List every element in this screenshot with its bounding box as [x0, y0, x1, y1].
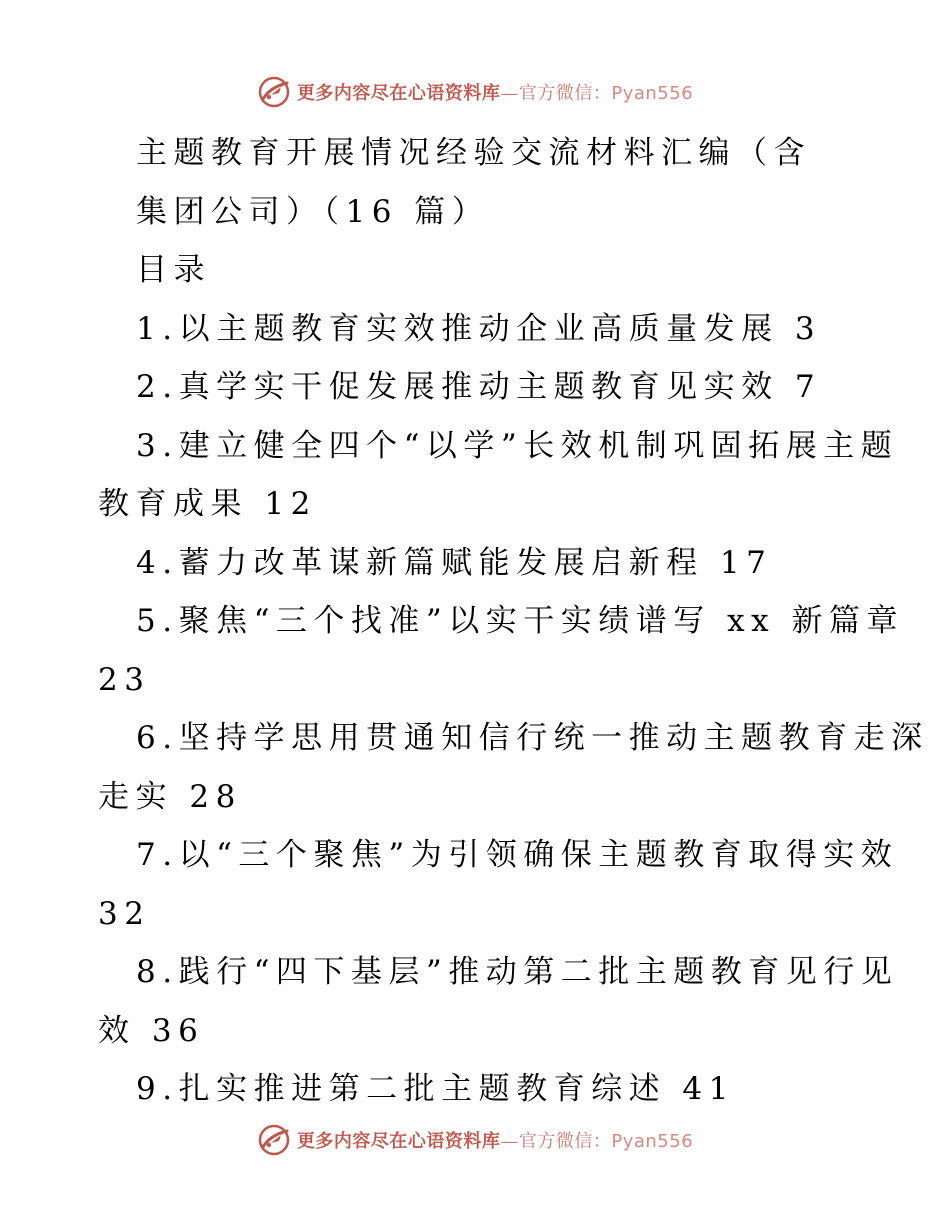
document-body: [98, 124, 929, 1119]
toc-line: 走实 28: [98, 778, 242, 815]
watermark-sub: 官方微信：: [518, 83, 612, 104]
toc-line: 9.扎实推进第二批主题教育综述 41: [136, 1071, 735, 1107]
toc-line: 7.以“三个聚焦”为引领确保主题教育取得实效: [136, 837, 899, 873]
toc-line: 2.真学实干促发展推动主题教育见实效 7: [136, 369, 822, 405]
watermark-text: [297, 79, 693, 105]
watermark-footer: [0, 1120, 950, 1160]
toc-line: 3.建立健全四个“以学”长效机制巩固拓展主题: [136, 427, 899, 464]
document-title-line-1: 主题教育开展情况经验交流材料汇编（含: [136, 135, 811, 171]
watermark-main: 更多内容尽在心语资料库: [296, 1131, 501, 1152]
watermark-dash: —: [500, 1131, 519, 1152]
watermark-header: [0, 72, 950, 112]
toc-line: 4.蓄力改革谋新篇赋能发展启新程 17: [136, 544, 773, 581]
toc-line: 效 36: [98, 1012, 205, 1049]
toc-line: 8.践行“四下基层”推动第二批主题教育见行见: [136, 954, 899, 990]
toc-heading: 目录: [136, 252, 211, 288]
watermark-main: 更多内容尽在心语资料库: [296, 83, 501, 104]
toc-line: 1.以主题教育实效推动企业高质量发展 3: [136, 310, 822, 347]
pen-logo-icon: [257, 75, 291, 109]
toc-list: [98, 300, 929, 1119]
watermark-text: [297, 1127, 693, 1153]
watermark-dash: —: [500, 83, 519, 104]
toc-line: 5.聚焦“三个找准”以实干实绩谱写 xx 新篇章: [136, 603, 904, 639]
document-title-line-2: 集团公司）（16 篇）: [136, 193, 490, 230]
watermark-sub: 官方微信：: [518, 1131, 612, 1152]
pen-logo-icon: [257, 1123, 291, 1157]
toc-line: 32: [98, 895, 151, 932]
watermark-id: Pyan556: [611, 83, 694, 104]
toc-line: 23: [98, 661, 151, 698]
toc-line: 教育成果 12: [98, 486, 317, 522]
watermark-id: Pyan556: [611, 1131, 694, 1152]
toc-line: 6.坚持学思用贯通知信行统一推动主题教育走深: [136, 720, 929, 756]
